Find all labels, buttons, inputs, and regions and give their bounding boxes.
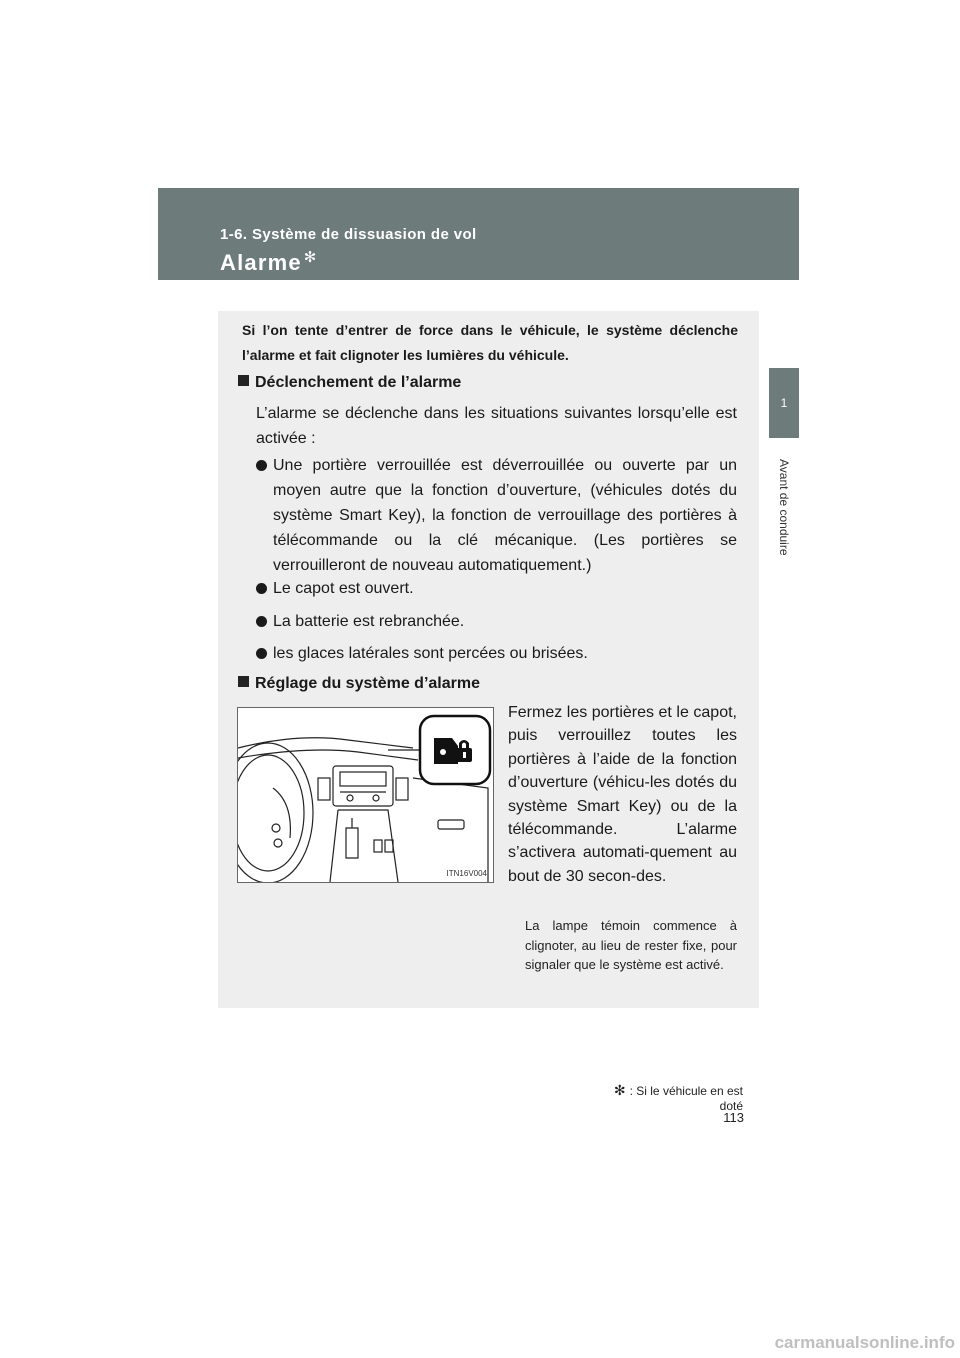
list-item-text: les glaces latérales sont percées ou brisées. — [273, 645, 588, 662]
chapter-tab — [769, 368, 799, 438]
section-label: 1-6. Système de dissuasion de vol — [220, 226, 477, 243]
list-item — [256, 641, 737, 666]
square-bullet-icon — [238, 676, 249, 687]
list-item — [256, 453, 737, 578]
list-item-text: Une portière verrouillée est déverrouillée ou ouverte par un moyen autre que la fonction d’ouverture, (véhicules dotés du système Smart Key), la fonction de verrouillage des portières à télécommande ou la clé mécanique. (Les portières se verrouilleront de nouveau automatiquement.) — [273, 457, 737, 574]
dashboard-drawing — [238, 708, 493, 882]
trigger-description: L’alarme se déclenche dans les situations suivantes lorsqu’elle est activée : — [256, 405, 737, 447]
bullet-icon — [256, 648, 267, 659]
chapter-number: 1 — [780, 396, 788, 410]
chapter-label: Avant de conduire — [777, 458, 791, 556]
figure-code: ITN16V004 — [446, 869, 487, 878]
heading-alarm-setting-text: Réglage du système d’alarme — [255, 675, 480, 692]
dashboard-illustration — [237, 707, 494, 883]
watermark: carmanualsonline.info — [774, 1333, 955, 1352]
footnote-text: : Si le véhicule en est doté — [629, 1084, 743, 1113]
heading-alarm-trigger-text: Déclenchement de l’alarme — [255, 374, 462, 391]
page-title — [220, 248, 318, 276]
list-item — [256, 576, 737, 601]
list-item — [256, 609, 737, 634]
bullet-icon — [256, 616, 267, 627]
footnote-marker: ✻ — [613, 1082, 626, 1098]
bullet-icon — [256, 460, 267, 471]
page-title-text: Alarme — [220, 250, 302, 275]
heading-alarm-trigger — [238, 374, 461, 392]
square-bullet-icon — [238, 375, 249, 386]
intro-text: Si l’on tente d’entrer de force dans le véhicule, le système déclenche l’alarme et fait clignoter les lumières du véhicule. — [242, 322, 738, 363]
heading-alarm-setting — [238, 675, 480, 693]
footnote — [598, 1082, 743, 1113]
page-number: 113 — [723, 1110, 744, 1125]
indicator-note: La lampe témoin commence à clignoter, au lieu de rester fixe, pour signaler que le système est activé. — [525, 918, 737, 972]
bullet-icon — [256, 583, 267, 594]
list-item-text: La batterie est rebranchée. — [273, 613, 465, 630]
title-marker: ✻ — [303, 249, 318, 266]
list-item-text: Le capot est ouvert. — [273, 580, 414, 597]
setting-instructions: Fermez les portières et le capot, puis verrouillez toutes les portières à l’aide de la fonction d’ouverture (véhicu-les dotés du système Smart Key) ou de la télécommande. L’alarme s’activera automati-quement au bout de 30 secon-des. — [508, 704, 737, 885]
